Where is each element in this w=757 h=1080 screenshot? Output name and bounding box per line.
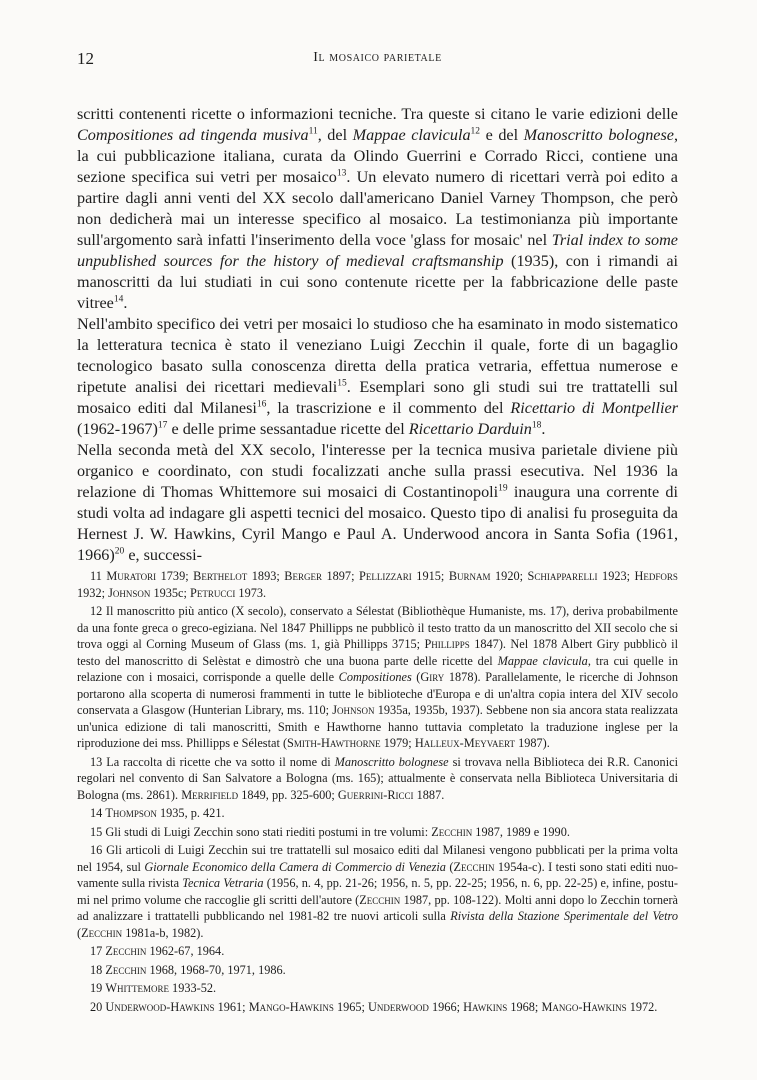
text-run: 1987). [515,736,550,750]
italic-title: Tecnica Vetraria [182,876,264,890]
text-run: 15 Gli studi di Luigi Zecchin sono stati riediti postumi in tre volumi: [90,824,432,839]
text-run: 1915; [411,569,449,583]
text-run: 1847). Nel 1878 Albert Giry pubblicò il testo del manoscritto di Selèstat e dimostrò che una buona parte delle ricette del [77,637,678,668]
text-run: 18 [90,962,106,977]
author-citation: Zecchin [453,859,495,874]
footnote-ref: 20 [114,546,125,557]
text-run: 1968, 1968-70, 1971, 1986. [146,962,286,977]
author-citation: Whittemore [105,981,169,995]
text-run: (1935), con i rimandi ai manoscritti da lui studiati in cui sono contenute ricette per la fabbricazione delle paste vitree [77,252,678,312]
text-run: ( [411,670,421,684]
author-citation: Zecchin [81,925,123,940]
author-citation: Schiapparelli [527,569,598,583]
running-head: Il mosaico parietale [313,50,442,65]
text-run: 1893; [247,569,285,583]
author-citation: Guerrini-Ricci [337,787,414,802]
text-run: Nella seconda metà del XX secolo, l'interesse per la tecnica musiva parietale diviene più organico e coordinato, con studi focalizzati anche sulla prassi esecutiva. Nel 1936 la relazione di Thomas Whittemore sui mosaici di Costantinopoli [77,441,678,501]
text-run: e delle prime sessantadue ricette del [167,420,409,438]
author-citation: Thompson [105,806,157,820]
footnote-ref: 15 [337,378,347,389]
text-run: 1979; [380,736,415,750]
text-run: . [123,294,128,312]
text-run: 1962-67, 1964. [146,944,225,958]
author-citation: Zecchin [431,824,473,839]
italic-title: Compositiones ad tingenda musiva [77,126,309,144]
author-citation: Smith-Hawthorne [287,736,381,750]
text-run: 1923; [597,569,635,583]
text-run: , la trascrizione e il commento del [266,399,511,417]
text-run: 1961; [214,999,249,1014]
italic-title: Ricettario Darduin [408,420,532,438]
italic-title: Manoscritto bolognese [523,126,674,144]
footnote-ref: 11 [308,126,318,137]
text-run: 1849, pp. 325-600; [238,787,338,802]
text-run: . Esemplari sono gli studi sui tre trattatelli sul mosaico editi dal Milanesi [77,378,679,417]
italic-title: Trial index to some unpublished sources for the history of medieval craftsmanship [77,231,678,270]
footnote [77,824,678,841]
footnotes [77,568,678,1017]
footnote [77,568,678,601]
italic-title: Compositiones [338,670,412,684]
text-run: 1935a, 1935b, 1937). Sebbene non sia ancora stata realizzata un'unica edizione di tali manoscritti, Smith e Hawthorne hanno tuttavia completato la traduzione inglese per la riproduzione dei mss. Phillipps e Sélestat ( [77,703,679,750]
text-run: 20 [90,999,106,1014]
text-run: 1935c; [150,585,191,600]
footnote-ref: 14 [113,294,124,305]
footnote-ref: 13 [336,168,347,179]
italic-title: Rivista della Stazione Sperimentale del Vetro [450,909,679,923]
text-run: 19 [90,981,106,995]
text-run: si trovava nella Biblioteca dei R.R. Canonici regolari nel convento di San Salvatore a Bologna (ms. 165); attualmente è conservata nella Biblioteca Universitaria di Bologna (ms. 2861). [77,754,678,802]
author-citation: Hedfors [634,569,678,583]
author-citation: Berger [284,569,322,583]
text-run: 1878). Parallelamente, le ricerche di Johnson portarono alla scoperta di numerosi frammenti in tutte le biblioteche d'Europa e di un'altra copia intera del XIV secolo conservata a Glasgow (Hunterian Library, ms. 110; [77,670,678,717]
author-citation: Phillipps [424,637,470,651]
footnote-ref: 17 [157,420,168,431]
italic-title: Mappae clavicula [497,653,588,668]
italic-title: Giornale Economico della Camera di Commercio di Venezia [144,859,446,874]
author-citation: Underwood-Hawkins [105,999,215,1014]
author-citation: Mango-Hawkins [541,999,627,1014]
text-run: ( [77,925,82,940]
paragraph [77,440,678,566]
author-citation: Zecchin [359,892,401,907]
text-run: 13 La raccolta di ricette che va sotto il nome di [90,754,335,769]
text-run: 1932; [77,585,109,600]
text-run: 1987, pp. 108-122). Molti anni dopo lo Zecchin tornerà ad analizzare i trattatelli pubblicando nel 1981-82 tre nuovi articoli sulla [77,892,678,923]
text-run: , tra cui quelle in relazione con i mosaici, corrisponde a quelle delle [77,653,678,684]
author-citation: Burnam [448,569,491,583]
footnote [77,999,678,1016]
text-run: 1968; [507,999,542,1014]
text-run: Nell'ambito specifico dei vetri per mosaici lo studioso che ha esaminato in modo sistematico la letteratura tecnica è stato il veneziano Luigi Zecchin il quale, forte di un bagaglio tecnologico basato sulla conoscenza diretta della pratica vetraria, effettua numerose e ripetute analisi dei ricettari medievali [77,315,678,396]
author-citation: Hawkins [463,999,508,1014]
footnote-ref: 19 [498,483,508,494]
text-run: 1966; [428,999,464,1014]
author-citation: Petrucci [190,585,236,600]
text-run: 1987, 1989 e 1990. [472,824,570,839]
text-run: scritti contenenti ricette o informazioni tecniche. Tra queste si citano le varie edizioni delle [77,105,678,123]
text-run: (1962-1967) [77,420,158,438]
author-citation: Halleux-Meyvaert [414,736,516,750]
italic-title: Mappae clavicula [352,126,471,144]
text-run: . [541,420,546,438]
italic-title: Ricettario di Montpellier [510,399,679,417]
footnote [77,603,678,752]
footnote-ref: 12 [470,126,481,137]
author-citation: Zecchin [105,944,147,958]
page-number: 12 [77,49,94,68]
text-run: 1935, p. 421. [156,806,225,820]
footnote [77,842,678,941]
text-run: . Un elevato numero di ricettari verrà poi edito a partire dagli anni venti del XX secolo dall'americano Daniel Varney Thompson, che però non dedicherà mai un interesse specifico al mosaico. La testimonianza più importante sull'argomento sarà infatti l'inserimento della voce 'glass for mosaic' nel [77,168,678,249]
author-citation: Berthelot [193,569,248,583]
footnote-ref: 18 [531,420,542,431]
footnote-ref: 16 [256,399,267,410]
text-run: (1956, n. 4, pp. 21-26; 1956, n. 5, pp. 22-25; 1956, n. 6, pp. 22-25) e, infine, postumi nel primo volume che raccoglie gli scritti dell'autore ( [77,876,678,907]
text-run: inaugura una corrente di studi volta ad indagare gli aspetti tecnici del mosaico. Questo tipo di analisi fu proseguita da Hernest J. W. Hawkins, Cyril Mango e Paul A. Underwood ancora in Santa Sofia (1961, 1966) [77,483,678,564]
author-citation: Merrifield [181,787,239,802]
text-run: 17 [90,944,106,958]
text-run: 1965; [333,999,369,1014]
text-run: 1887. [413,787,445,802]
text-run: 1920; [490,569,528,583]
page-header [77,49,678,71]
text-run: 1739; [156,569,194,583]
author-citation: Pellizzari [358,569,412,583]
main-text [77,104,678,566]
footnote [77,805,678,822]
text-run: ( [445,859,454,874]
author-citation: Muratori [106,569,157,583]
footnote [77,980,678,997]
text-run: e del [480,126,524,144]
text-run: 1973. [235,585,267,600]
text-run: 14 [90,806,106,820]
text-run: 11 [90,569,107,583]
footnote [77,962,678,979]
paragraph [77,104,678,314]
text-run: 1933-52. [168,981,217,995]
footnote [77,754,678,804]
text-run: 1981a-b, 1982). [122,925,204,940]
author-citation: Johnson [332,703,375,717]
text-run: 1954a-c). I testi sono stati editi nuovamente sulla rivista [77,859,678,890]
text-run: , del [317,126,353,144]
text-run: 16 Gli articoli di Luigi Zecchin sui tre trattatelli sul mosaico editi dal Milanesi vengono pubblicati per la prima volta nel 1954, sul [77,843,678,874]
author-citation: Zecchin [105,962,147,977]
italic-title: Manoscritto bolognese [334,754,449,769]
text-run: e, successi- [124,546,203,564]
author-citation: Underwood [368,999,429,1014]
footnote [77,943,678,960]
text-run: 1972. [626,999,658,1014]
text-run: , la cui pubblicazione italiana, curata da Olindo Guerrini e Corrado Ricci, contiene una sezione specifica sui vetri per mosaico [77,126,678,186]
author-citation: Giry [420,670,445,684]
text-run: 1897; [321,569,359,583]
text-run: 12 Il manoscritto più antico (X secolo), conservato a Sélestat (Bibliothèque Humaniste, ms. 17), deriva probabilmente da una fonte greca o greco-egiziana. Nel 1847 Phillipps ne pubblicò il testo tratto da un manoscritto del XII secolo che si trova oggi al Corning Museum of Glass (ms. 1, già Phillipps 3715; [77,604,678,651]
paragraph [77,314,678,440]
author-citation: Mango-Hawkins [248,999,334,1014]
author-citation: Johnson [108,585,151,600]
